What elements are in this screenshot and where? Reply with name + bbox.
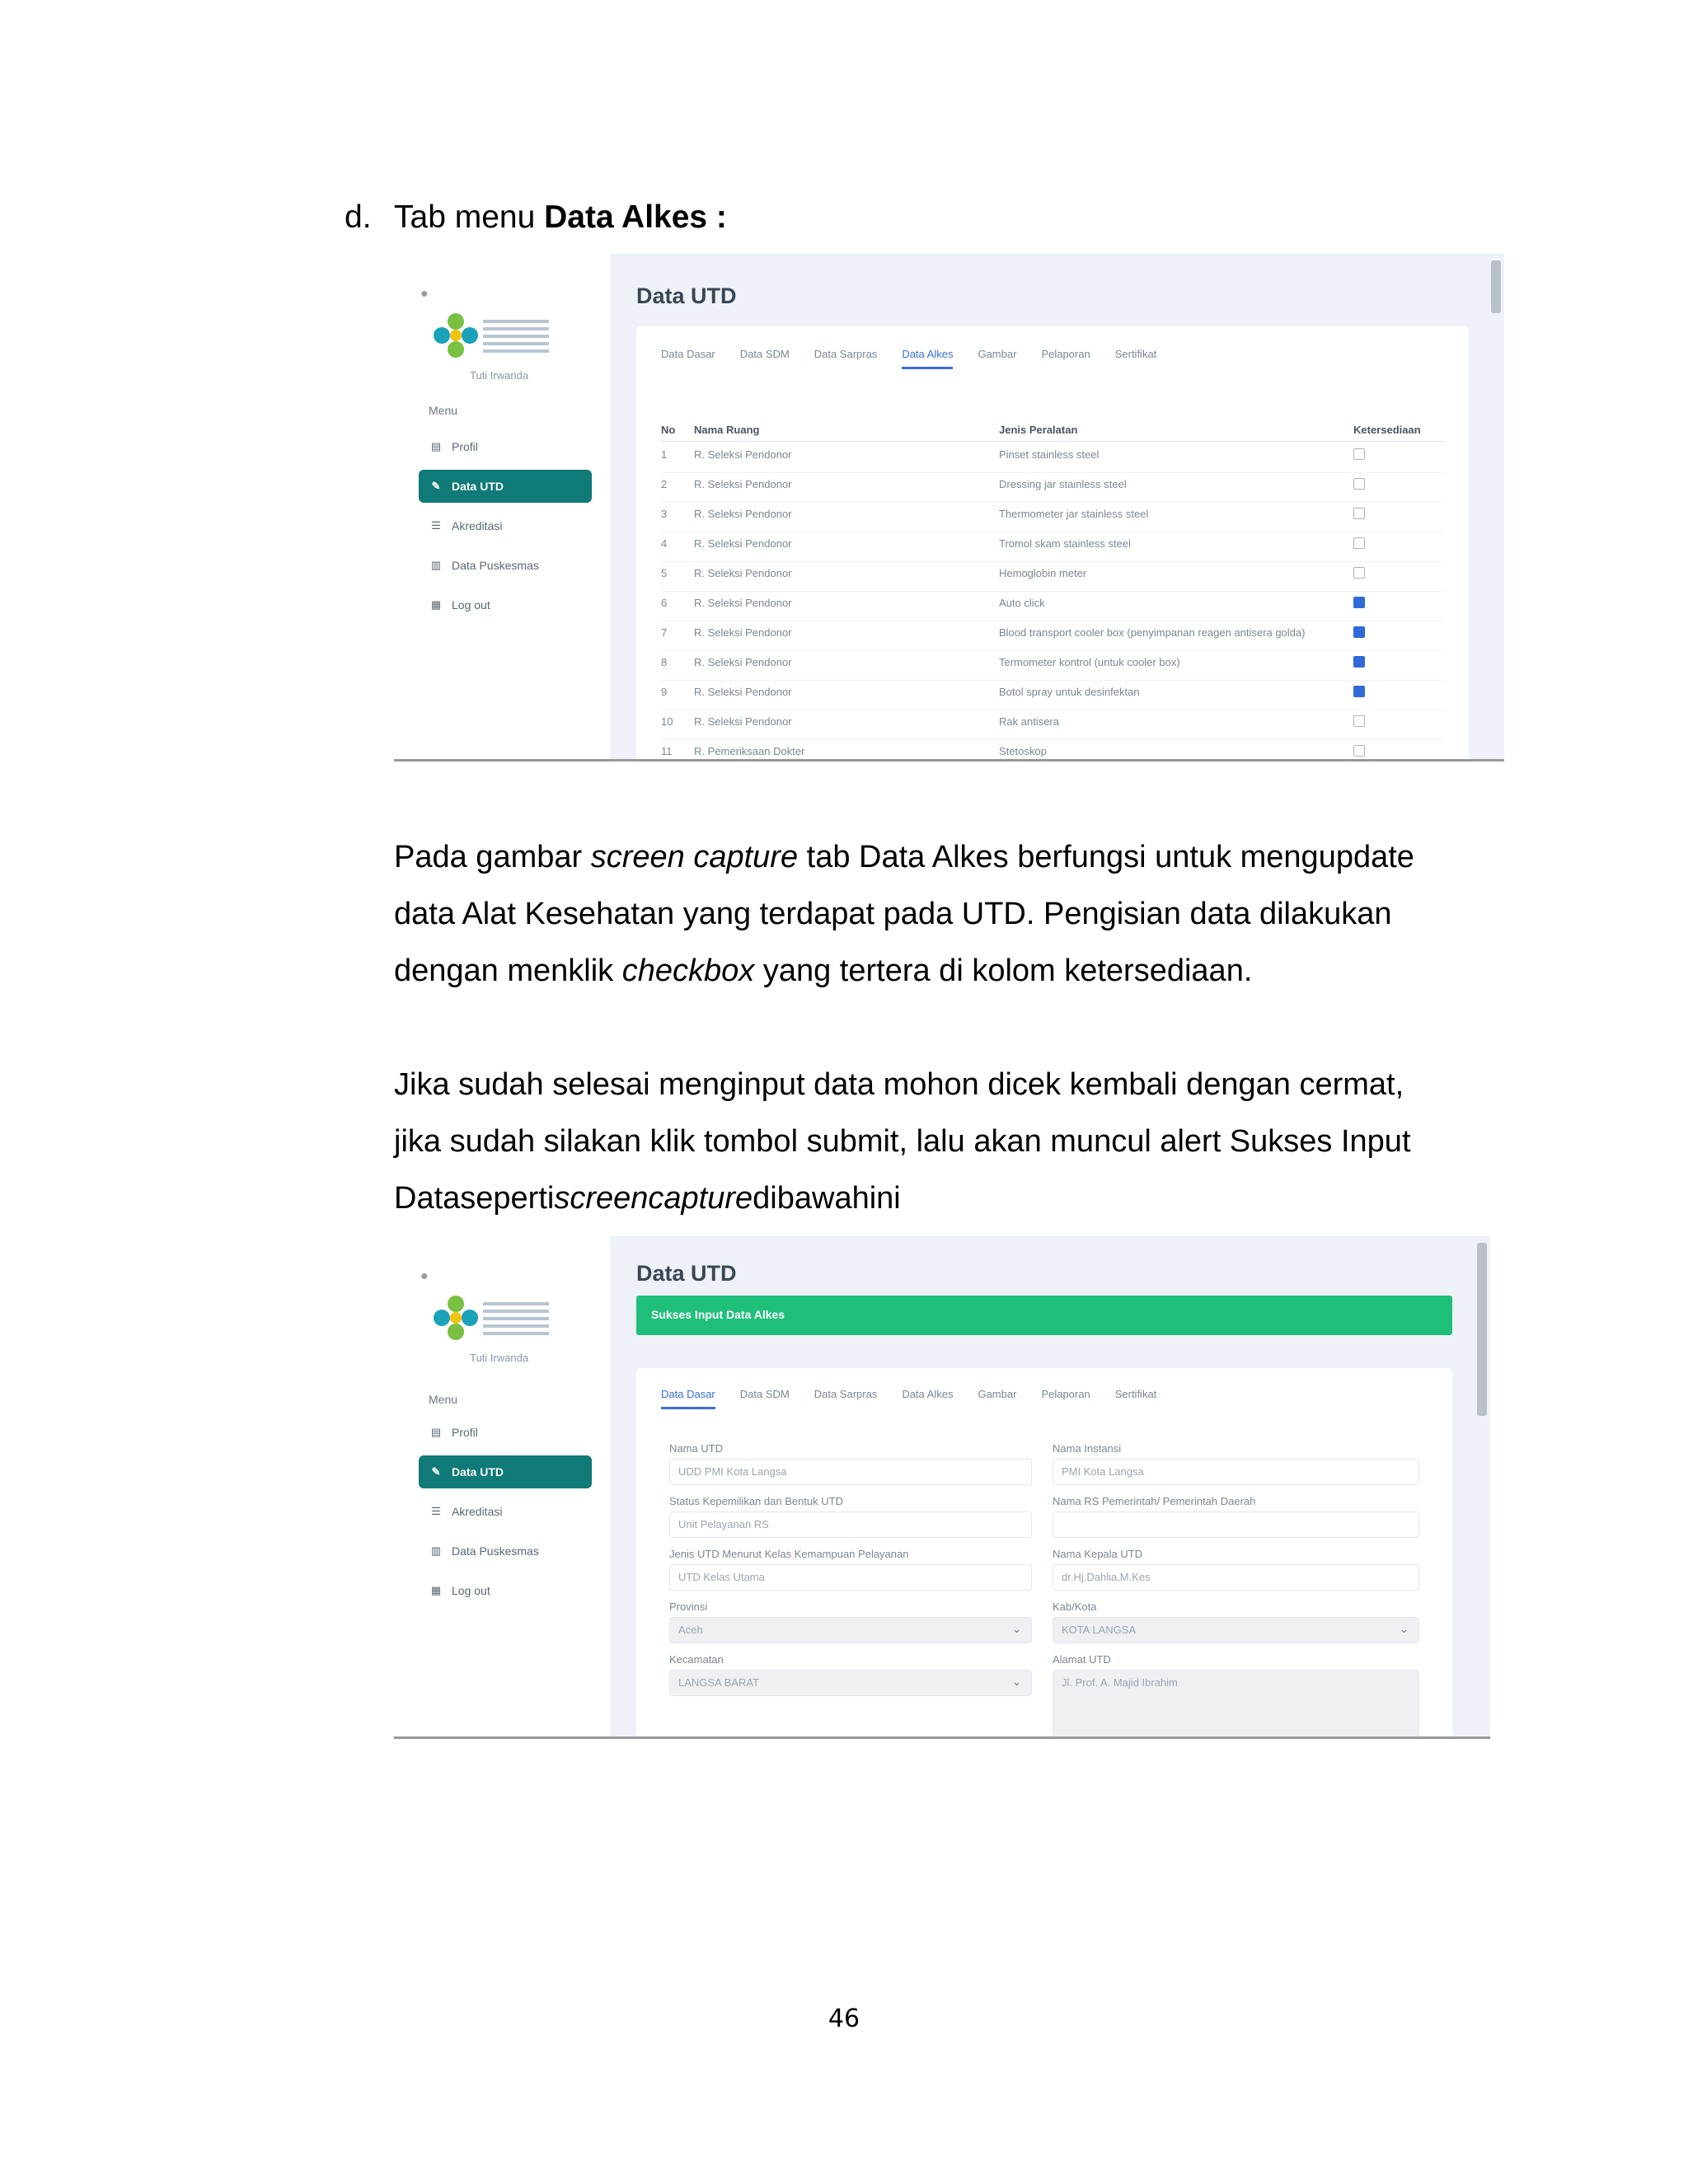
chart-icon: ▥ (430, 1544, 442, 1557)
select-kabkota[interactable]: KOTA LANGSA ⌄ (1053, 1617, 1419, 1643)
label-nama-instansi: Nama Instansi (1053, 1442, 1122, 1455)
cell-no: 7 (661, 626, 668, 639)
word: ini (869, 1181, 901, 1216)
input-jenis-utd[interactable]: UTD Kelas Utama (669, 1564, 1032, 1591)
page-number: 46 (828, 2004, 860, 2033)
text-line (394, 943, 1482, 1000)
nav-logout[interactable]: ▦ Log out (430, 1584, 490, 1597)
word: seperti (460, 1181, 555, 1216)
label-kecamatan: Kecamatan (669, 1653, 724, 1666)
label-jenis-utd: Jenis UTD Menurut Kelas Kemampuan Pelayanan (669, 1548, 909, 1560)
scrollbar[interactable] (1477, 1243, 1487, 1416)
cell-no: 10 (661, 715, 673, 728)
cell-nama-ruang: R. Seleksi Pendonor (694, 715, 792, 728)
cell-jenis-peralatan: Botol spray untuk desinfektan (999, 686, 1140, 698)
nav-profil[interactable]: ▤ Profil (430, 440, 478, 453)
page-title: Data UTD (636, 1261, 737, 1286)
page-title: Data UTD (636, 284, 737, 308)
checkbox-ketersediaan[interactable] (1353, 597, 1365, 608)
text-line: jika sudah silakan klik tombol submit, lalu akan muncul alert Sukses Input (394, 1124, 1411, 1159)
text-line: Jika sudah selesai menginput data mohon dicek kembali dengan cermat, (394, 1067, 1404, 1102)
heading-prefix: Tab menu (394, 199, 545, 235)
screenshot-sukses-input (394, 1236, 1490, 1739)
screenshot-data-alkes (394, 254, 1504, 762)
label-nama-rs: Nama RS Pemerintah/ Pemerintah Daerah (1053, 1495, 1256, 1507)
table-row (661, 592, 1444, 621)
cell-no: 2 (661, 478, 668, 490)
menu-heading: Menu (429, 404, 458, 417)
nav-akreditasi[interactable]: ☰ Akreditasi (431, 1505, 503, 1518)
edit-icon: ✎ (431, 480, 441, 492)
table-row (661, 681, 1444, 710)
table-row (661, 503, 1444, 532)
checkbox-ketersediaan[interactable] (1353, 626, 1365, 638)
tab-gambar[interactable]: Gambar (978, 348, 1017, 360)
select-provinsi[interactable]: Aceh ⌄ (669, 1617, 1032, 1643)
label-alamat: Alamat UTD (1053, 1653, 1111, 1666)
table-row (661, 710, 1444, 740)
cell-jenis-peralatan: Hemoglobin meter (999, 567, 1087, 579)
scrollbar[interactable] (1491, 260, 1501, 313)
edit-icon: ✎ (431, 1465, 441, 1478)
cell-nama-ruang: R. Seleksi Pendonor (694, 448, 792, 461)
cell-jenis-peralatan: Tromol skam stainless steel (999, 537, 1131, 550)
success-alert: Sukses Input Data Alkes (636, 1296, 1452, 1335)
cell-nama-ruang: R. Seleksi Pendonor (694, 508, 792, 520)
table-row (661, 443, 1444, 473)
document-icon: ☰ (431, 519, 441, 532)
word: Data (394, 1181, 461, 1216)
cell-nama-ruang: R. Seleksi Pendonor (694, 626, 792, 639)
input-nama-utd[interactable]: UDD PMI Kota Langsa (669, 1459, 1032, 1485)
nav-data-utd[interactable]: ✎ Data UTD (419, 470, 592, 503)
list-marker: d. (345, 199, 372, 235)
checkbox-ketersediaan[interactable] (1353, 715, 1365, 727)
paragraph-description (394, 829, 1482, 1000)
text-run: Pada gambar (394, 840, 591, 874)
tab-bar (661, 1388, 1156, 1409)
cell-jenis-peralatan: Blood transport cooler box (penyimpanan reagen antisera golda) (999, 626, 1306, 639)
word: dibawah (753, 1181, 870, 1216)
word: screen (554, 1181, 649, 1216)
text-run: data Alat Kesehatan yang terdapat pada UTD. Pengisian data dilakukan (394, 897, 1392, 931)
cell-jenis-peralatan: Auto click (999, 597, 1045, 609)
tab-data-alkes[interactable]: Data Alkes (902, 1388, 954, 1400)
tab-gambar[interactable]: Gambar (978, 1388, 1017, 1400)
select-kecamatan[interactable]: LANGSA BARAT ⌄ (669, 1670, 1032, 1696)
table-row (661, 740, 1444, 762)
checkbox-ketersediaan[interactable] (1353, 448, 1365, 460)
cell-no: 9 (661, 686, 668, 698)
input-nama-kepala[interactable]: dr.Hj.Dahlia,M.Kes (1053, 1564, 1419, 1591)
nav-data-utd[interactable]: ✎ Data UTD (419, 1455, 592, 1488)
heading-bold: Data Alkes : (544, 199, 727, 235)
text-line (394, 829, 1482, 886)
nav-logout[interactable]: ▦ Log out (430, 598, 490, 612)
cell-jenis-peralatan: Dressing jar stainless steel (999, 478, 1127, 490)
text-line-justified (394, 1170, 1482, 1227)
word: capture (648, 1181, 753, 1216)
table-row (661, 562, 1444, 592)
user-name: Tuti Irwanda (470, 369, 529, 382)
sidebar (394, 254, 610, 759)
text-line (394, 886, 1482, 943)
checkbox-ketersediaan[interactable] (1353, 686, 1365, 697)
cell-jenis-peralatan: Termometer kontrol (untuk cooler box) (999, 656, 1180, 668)
cell-no: 4 (661, 537, 668, 550)
logo-wordmark (483, 320, 549, 357)
menu-heading: Menu (429, 1393, 458, 1406)
italic-term: checkbox (621, 954, 755, 988)
sidebar (394, 1236, 610, 1736)
sidebar-toggle-icon[interactable]: ● (420, 287, 429, 301)
kemenkes-logo-icon (427, 1292, 485, 1343)
content-card (636, 1368, 1452, 1739)
chevron-down-icon: ⌄ (1400, 1623, 1409, 1635)
cell-no: 8 (661, 656, 668, 668)
cell-jenis-peralatan: Stetoskop (999, 745, 1047, 757)
input-nama-rs[interactable] (1053, 1511, 1419, 1538)
tab-sertifikat[interactable]: Sertifikat (1114, 1388, 1157, 1400)
text-run: dengan menklik (394, 954, 622, 988)
text-run: tab Data Alkes berfungsi untuk mengupdate (798, 840, 1414, 874)
italic-term: screen capture (590, 840, 799, 874)
cell-nama-ruang: R. Seleksi Pendonor (694, 656, 792, 668)
input-status[interactable]: Unit Pelayanan RS (669, 1511, 1032, 1538)
tab-data-dasar[interactable]: Data Dasar (661, 1388, 715, 1409)
tab-pelaporan[interactable]: Pelaporan (1041, 1388, 1090, 1400)
user-name: Tuti Irwanda (470, 1352, 529, 1364)
cell-nama-ruang: R. Seleksi Pendonor (694, 537, 792, 550)
checkbox-ketersediaan[interactable] (1353, 745, 1365, 757)
cell-no: 11 (661, 745, 673, 757)
col-jenis-peralatan: Jenis Peralatan (999, 424, 1078, 436)
label-nama-utd: Nama UTD (669, 1442, 724, 1455)
profile-icon: ▤ (430, 440, 442, 452)
checkbox-ketersediaan[interactable] (1353, 508, 1365, 519)
tab-data-alkes[interactable]: Data Alkes (902, 348, 953, 369)
cell-no: 3 (661, 508, 668, 520)
label-kabkota: Kab/Kota (1053, 1601, 1097, 1613)
nav-data-puskesmas[interactable]: ▥ Data Puskesmas (430, 1544, 539, 1558)
cell-nama-ruang: R. Seleksi Pendonor (694, 567, 792, 579)
table-header (661, 419, 1444, 442)
col-no: No (661, 424, 676, 436)
cell-jenis-peralatan: Thermometer jar stainless steel (999, 508, 1149, 520)
label-provinsi: Provinsi (669, 1601, 708, 1613)
content-card (636, 326, 1469, 762)
checkbox-ketersediaan[interactable] (1353, 537, 1365, 549)
text-run: yang tertera di kolom ketersediaan. (754, 954, 1253, 988)
paragraph-instructions (394, 1057, 1482, 1227)
tab-pelaporan[interactable]: Pelaporan (1041, 348, 1090, 360)
profile-icon: ▤ (430, 1426, 442, 1438)
cell-no: 1 (661, 448, 668, 461)
section-heading (345, 196, 727, 239)
cell-jenis-peralatan: Rak antisera (999, 715, 1059, 728)
tab-data-dasar[interactable]: Data Dasar (661, 348, 715, 360)
chart-icon: ▥ (430, 559, 442, 571)
cell-nama-ruang: R. Seleksi Pendonor (694, 686, 792, 698)
logo-wordmark (483, 1302, 549, 1339)
input-nama-instansi[interactable]: PMI Kota Langsa (1053, 1459, 1419, 1485)
tab-bar (661, 348, 1156, 369)
chevron-down-icon: ⌄ (1012, 1675, 1021, 1688)
tab-data-sdm[interactable]: Data SDM (739, 1388, 790, 1400)
cell-jenis-peralatan: Pinset stainless steel (999, 448, 1100, 461)
label-status: Status Kepemilikan dan Bentuk UTD (669, 1495, 843, 1507)
cell-nama-ruang: R. Seleksi Pendonor (694, 478, 792, 490)
document-icon: ☰ (431, 1505, 441, 1517)
col-ketersediaan: Ketersediaan (1353, 424, 1421, 436)
label-nama-kepala: Nama Kepala UTD (1053, 1548, 1143, 1560)
table-row (661, 532, 1444, 562)
table-row (661, 621, 1444, 651)
checkbox-ketersediaan[interactable] (1353, 656, 1365, 668)
nav-akreditasi[interactable]: ☰ Akreditasi (431, 519, 503, 532)
tab-data-sarpras[interactable]: Data Sarpras (814, 348, 878, 360)
tab-sertifikat[interactable]: Sertifikat (1114, 348, 1157, 360)
sidebar-toggle-icon[interactable]: ● (420, 1269, 429, 1283)
chevron-down-icon: ⌄ (1012, 1623, 1021, 1635)
col-nama-ruang: Nama Ruang (694, 424, 760, 436)
checkbox-ketersediaan[interactable] (1353, 567, 1365, 579)
cell-no: 6 (661, 597, 668, 609)
nav-profil[interactable]: ▤ Profil (430, 1426, 478, 1439)
cell-nama-ruang: R. Seleksi Pendonor (694, 597, 792, 609)
nav-data-puskesmas[interactable]: ▥ Data Puskesmas (430, 559, 539, 572)
textarea-alamat[interactable]: Jl. Prof. A. Majid Ibrahim (1053, 1670, 1419, 1739)
logout-icon: ▦ (430, 598, 442, 611)
cell-nama-ruang: R. Pemeriksaan Dokter (694, 745, 805, 757)
checkbox-ketersediaan[interactable] (1353, 478, 1365, 490)
table-row (661, 473, 1444, 503)
kemenkes-logo-icon (427, 310, 485, 361)
tab-data-sdm[interactable]: Data SDM (739, 348, 790, 360)
logout-icon: ▦ (430, 1584, 442, 1596)
cell-no: 5 (661, 567, 668, 579)
tab-data-sarpras[interactable]: Data Sarpras (814, 1388, 878, 1400)
table-row (661, 651, 1444, 681)
